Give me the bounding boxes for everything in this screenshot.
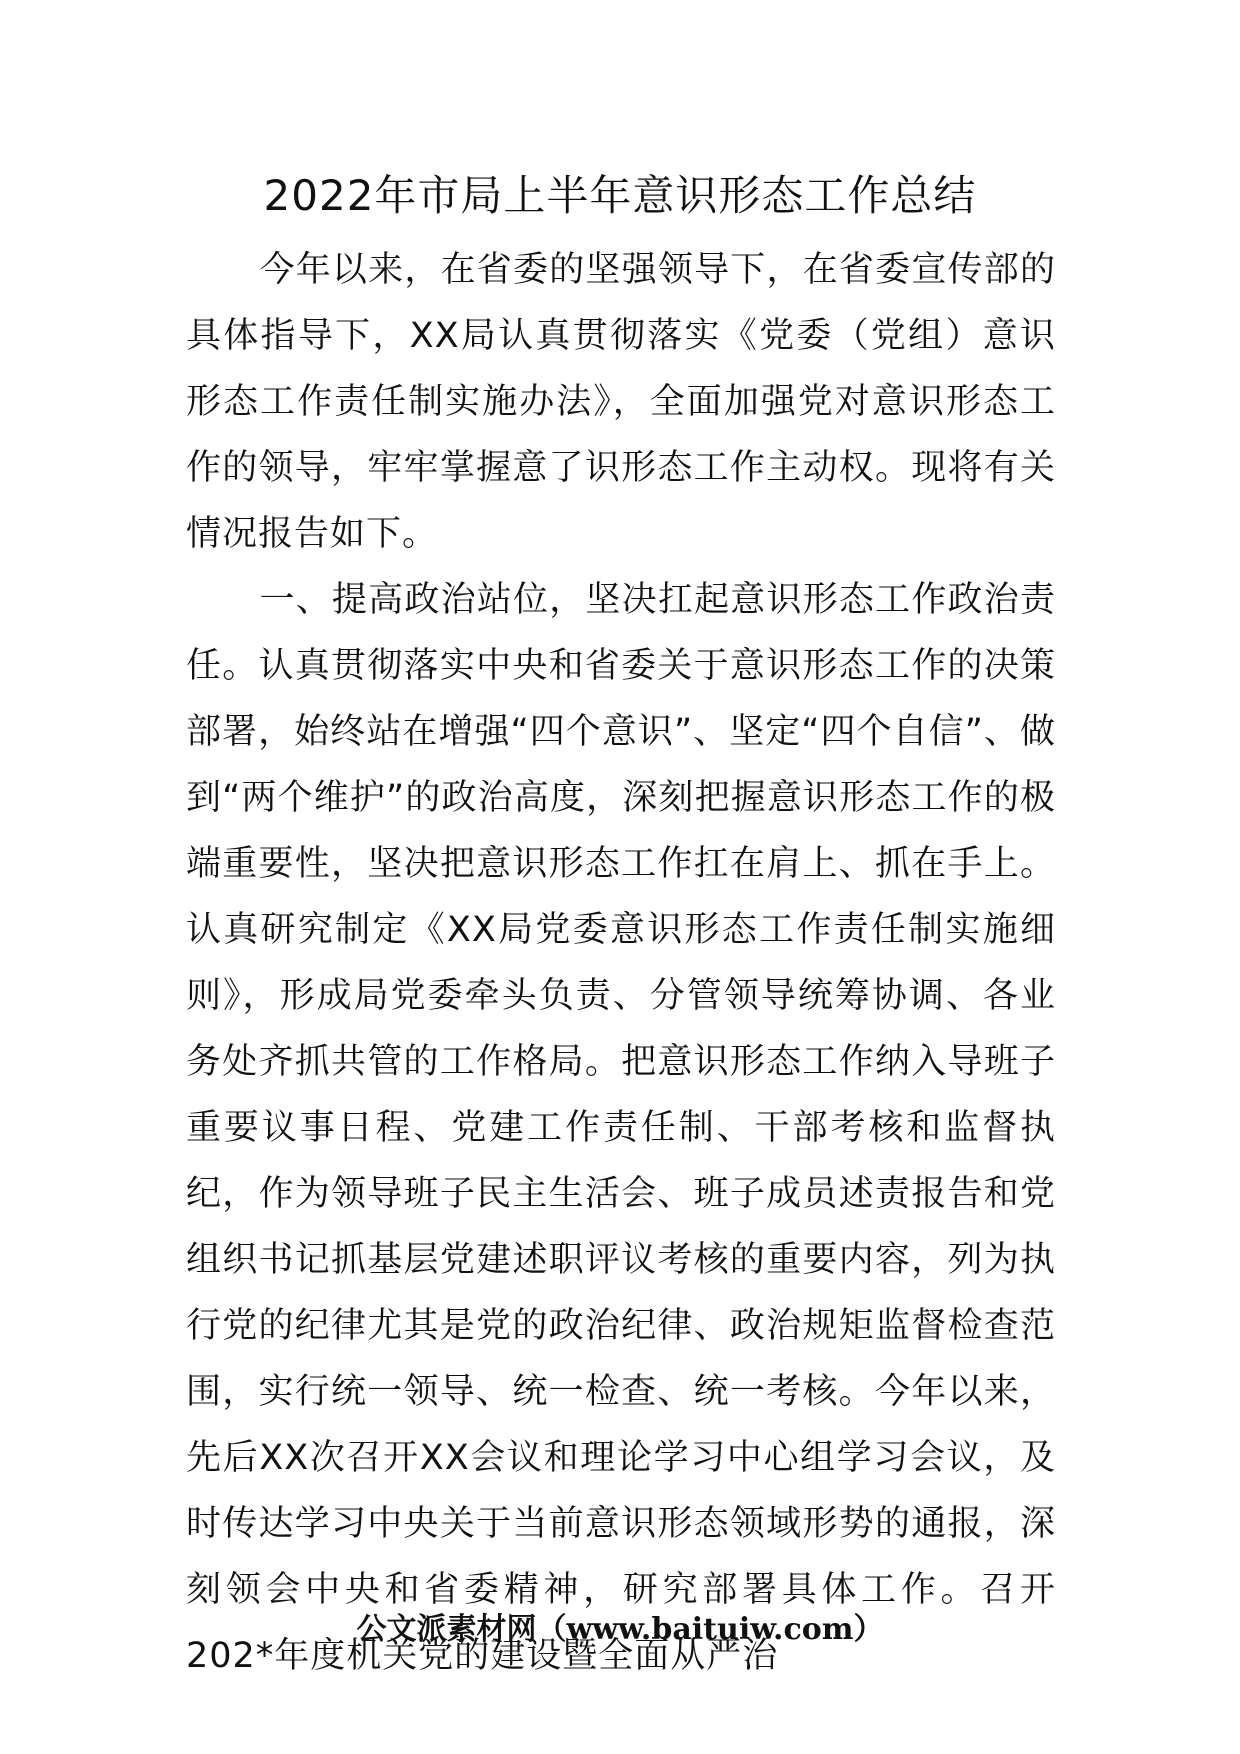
paragraph-intro: 今年以来，在省委的坚强领导下，在省委宣传部的具体指导下，XX局认真贯彻落实《党委（党组）意识形态工作责任制实施办法》，全面加强党对意识形态工作的领导，牢牢掌握意了识形态工作主动权。现将有关情况报告如下。 <box>186 250 1056 554</box>
document-body <box>186 237 1056 1689</box>
source-watermark-footer: 公文派素材网（www.baituiw.com） <box>356 1612 884 1647</box>
paragraph-section-one: 一、提高政治站位，坚决扛起意识形态工作政治责任。认真贯彻落实中央和省委关于意识形态工作的决策部署，始终站在增强“四个意识”、坚定“四个自信”、做到“两个维护”的政治高度，深刻把握意识形态工作的极端重要性，坚决把意识形态工作扛在肩上、抓在手上。认真研究制定《XX局党委意识形态工作责任制实施细则》，形成局党委牵头负责、分管领导统筹协调、各业务处齐抓共管的工作格局。把意识形态工作纳入导班子重要议事日程、党建工作责任制、干部考核和监督执纪，作为领导班子民主生活会、班子成员述责报告和党组织书记抓基层党建述职评议考核的重要内容，列为执行党的纪律尤其是党的政治纪律、政治规矩监督检查范围，实行统一领导、统一检查、统一考核。今年以来，先后XX次召开XX会议和理论学习中心组学习会议，及时传达学习中央关于当前意识形态领域形势的通报，深刻领会中央和省委精神，研究部署具体工作。召开202*年度机关党的建设暨全面从严治 <box>186 580 1056 1676</box>
document-title: 2022年市局上半年意识形态工作总结 <box>263 171 977 220</box>
